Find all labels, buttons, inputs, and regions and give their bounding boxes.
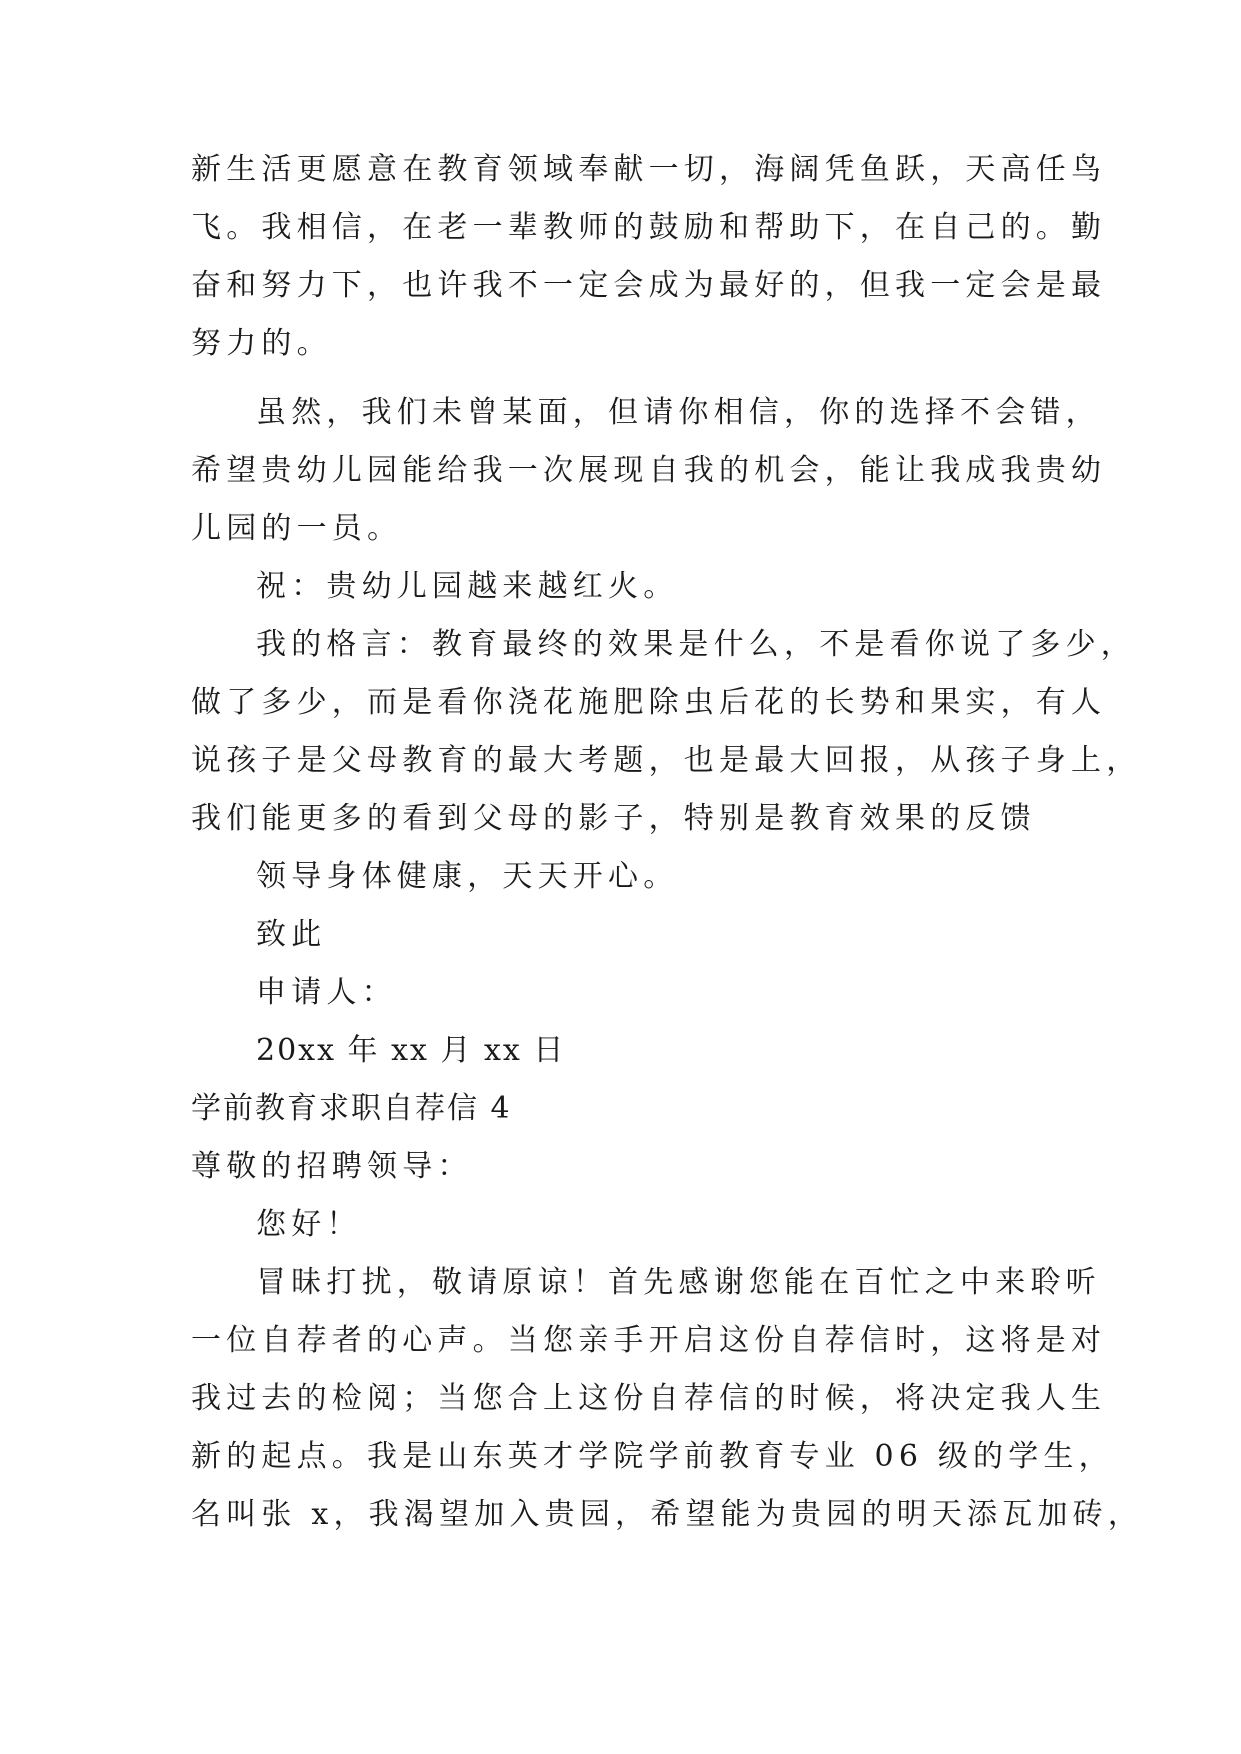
greeting: 您好！ — [256, 1207, 362, 1242]
paragraph-line: 冒昧打扰，敬请原谅！首先感谢您能在百忙之中来聆听 — [256, 1265, 1101, 1300]
paragraph-line: 奋和努力下，也许我不一定会成为最好的，但我一定会是最 — [191, 268, 1107, 303]
paragraph-line: 一位自荐者的心声。当您亲手开启这份自荐信时，这将是对 — [191, 1323, 1107, 1358]
closing-wishes: 领导身体健康，天天开心。 — [256, 859, 679, 894]
paragraph-line: 虽然，我们未曾某面，但请你相信，你的选择不会错， — [256, 395, 1101, 430]
paragraph-line: 新的起点。我是山东英才学院学前教育专业 06 级的学生， — [191, 1439, 1114, 1474]
section-title: 学前教育求职自荐信 4 — [191, 1091, 512, 1126]
paragraph-line: 飞。我相信，在老一辈教师的鼓励和帮助下，在自己的。勤 — [191, 210, 1107, 245]
paragraph-line: 努力的。 — [191, 326, 332, 361]
paragraph-line: 新生活更愿意在教育领域奉献一切，海阔凭鱼跃，天高任鸟 — [191, 152, 1107, 187]
paragraph-line: 做了多少，而是看你浇花施肥除虫后花的长势和果实，有人 — [191, 685, 1107, 720]
paragraph-line: 希望贵幼儿园能给我一次展现自我的机会，能让我成我贵幼 — [191, 453, 1107, 488]
salutation-closing: 致此 — [256, 917, 327, 952]
date-line: 20xx 年 xx 月 xx 日 — [256, 1033, 566, 1068]
paragraph-line: 儿园的一员。 — [191, 511, 403, 546]
paragraph-line: 祝：贵幼儿园越来越红火。 — [256, 569, 679, 604]
applicant-label: 申请人： — [256, 975, 397, 1010]
greeting-recipient: 尊敬的招聘领导： — [191, 1149, 473, 1184]
paragraph-line: 我们能更多的看到父母的影子，特别是教育效果的反馈 — [191, 801, 1036, 836]
paragraph-line: 说孩子是父母教育的最大考题，也是最大回报，从孩子身上， — [191, 743, 1142, 778]
paragraph-line: 我过去的检阅；当您合上这份自荐信的时候，将决定我人生 — [191, 1381, 1107, 1416]
paragraph-line: 我的格言：教育最终的效果是什么，不是看你说了多少， — [256, 627, 1136, 662]
paragraph-line: 名叫张 x，我渴望加入贵园，希望能为贵园的明天添瓦加砖， — [191, 1497, 1144, 1532]
